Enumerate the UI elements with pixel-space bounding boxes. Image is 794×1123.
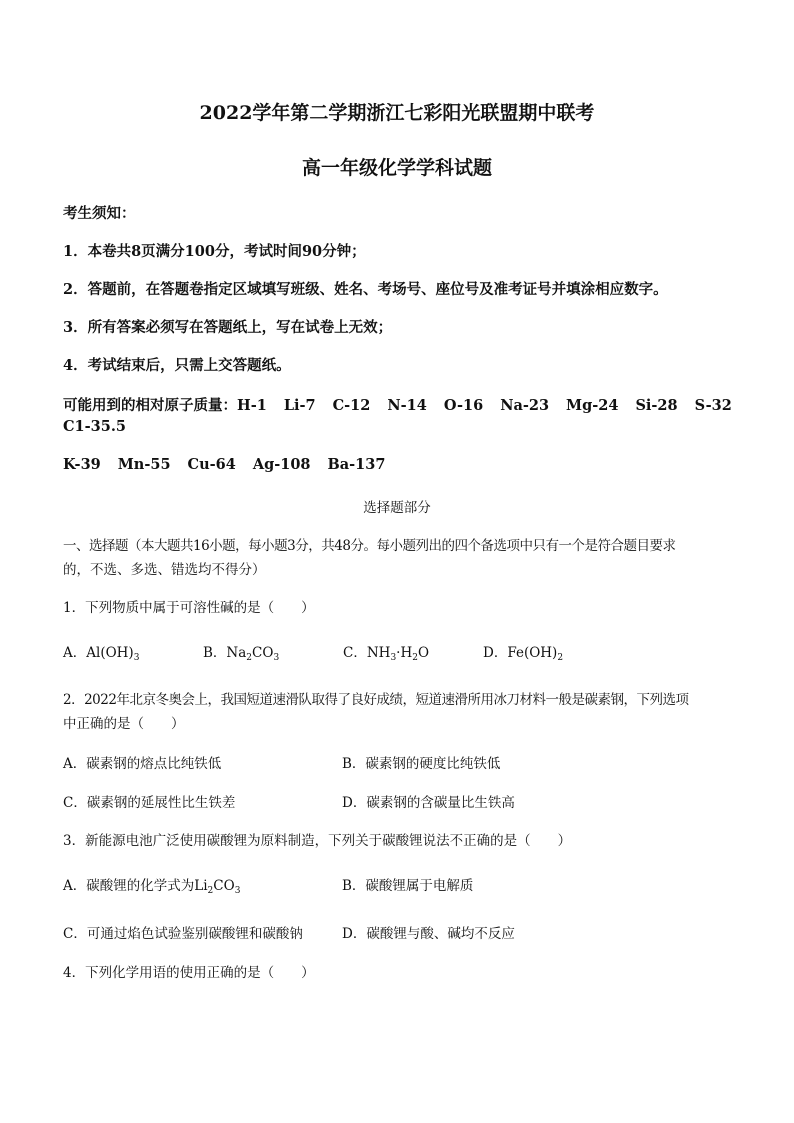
section-instructions-2: 的，不选、多选、错选均不得分） xyxy=(63,562,266,578)
exam-title: 2022学年第二学期浙江七彩阳光联盟期中联考 xyxy=(199,102,595,124)
mass-item: O-16 xyxy=(443,397,484,414)
question-2-stem-1: 2．2022年北京冬奥会上，我国短道速滑队取得了良好成绩，短道速滑所用冰刀材料一般是碳素钢，下列选项 xyxy=(63,692,689,708)
atomic-mass-line-2 xyxy=(63,456,385,473)
question-3-stem: 3．新能源电池广泛使用碳酸锂为原料制造，下列关于碳酸锂说法不正确的是（ ） xyxy=(63,833,572,849)
mass-item: Mg-24 xyxy=(566,397,619,414)
exam-subtitle: 高一年级化学学科试题 xyxy=(301,157,492,179)
option-b: B．碳素钢的硬度比纯铁低 xyxy=(342,756,501,772)
option-d: D．碳素钢的含碳量比生铁高 xyxy=(342,795,515,811)
option-b: B．$Na_2CO_3$ xyxy=(203,645,280,663)
section-title: 选择题部分 xyxy=(363,500,431,516)
mass-item: Si-28 xyxy=(635,397,678,414)
notice-item-3: 3．所有答案必须写在答题纸上，写在试卷上无效； xyxy=(63,319,393,336)
mass-item: H-1 xyxy=(237,397,267,414)
option-a: A．碳酸锂的化学式为$Li_2CO_3$ xyxy=(63,878,241,896)
mass-item: Mn-55 xyxy=(117,456,171,473)
atomic-mass-line-1 xyxy=(63,394,732,415)
question-4-stem: 4．下列化学用语的使用正确的是（ ） xyxy=(63,965,315,981)
option-d: D．$Fe(OH)_2$ xyxy=(483,645,564,663)
mass-item: N-14 xyxy=(387,397,427,414)
atomic-mass-wrap: C1-35.5 xyxy=(63,418,126,435)
mass-item: Cu-64 xyxy=(187,456,236,473)
question-2-stem-2: 中正确的是（ ） xyxy=(63,716,185,732)
atomic-mass-label: 可能用到的相对原子质量： xyxy=(63,397,237,414)
mass-item: S-32 xyxy=(694,397,732,414)
notice-item-2: 2．答题前，在答题卷指定区域填写班级、姓名、考场号、座位号及准考证号并填涂相应数字。 xyxy=(63,281,668,298)
section-instructions-1: 一、选择题（本大题共16小题，每小题3分，共48分。每小题列出的四个备选项中只有一个是符合题目要求 xyxy=(63,538,676,554)
option-a: A．$Al(OH)_3$ xyxy=(63,645,140,663)
notice-heading: 考生须知： xyxy=(63,205,136,222)
option-c: C．$NH_3\cdot H_2O$ xyxy=(343,645,430,663)
notice-item-4: 4．考试结束后，只需上交答题纸。 xyxy=(63,357,291,374)
option-c: C．可通过焰色试验鉴别碳酸锂和碳酸钠 xyxy=(63,926,303,942)
mass-item: Ag-108 xyxy=(252,456,311,473)
mass-item: C-12 xyxy=(332,397,371,414)
option-a: A．碳素钢的熔点比纯铁低 xyxy=(63,756,222,772)
option-d: D．碳酸锂与酸、碱均不反应 xyxy=(342,926,515,942)
option-b: B．碳酸锂属于电解质 xyxy=(342,878,474,894)
mass-item: Ba-137 xyxy=(327,456,386,473)
notice-item-1: 1．本卷共8页满分100分，考试时间90分钟； xyxy=(63,243,366,260)
mass-item: Na-23 xyxy=(500,397,550,414)
question-1-stem: 1．下列物质中属于可溶性碱的是（ ） xyxy=(63,600,315,616)
mass-item: Li-7 xyxy=(283,397,316,414)
mass-item: K-39 xyxy=(63,456,101,473)
option-c: C．碳素钢的延展性比生铁差 xyxy=(63,795,236,811)
